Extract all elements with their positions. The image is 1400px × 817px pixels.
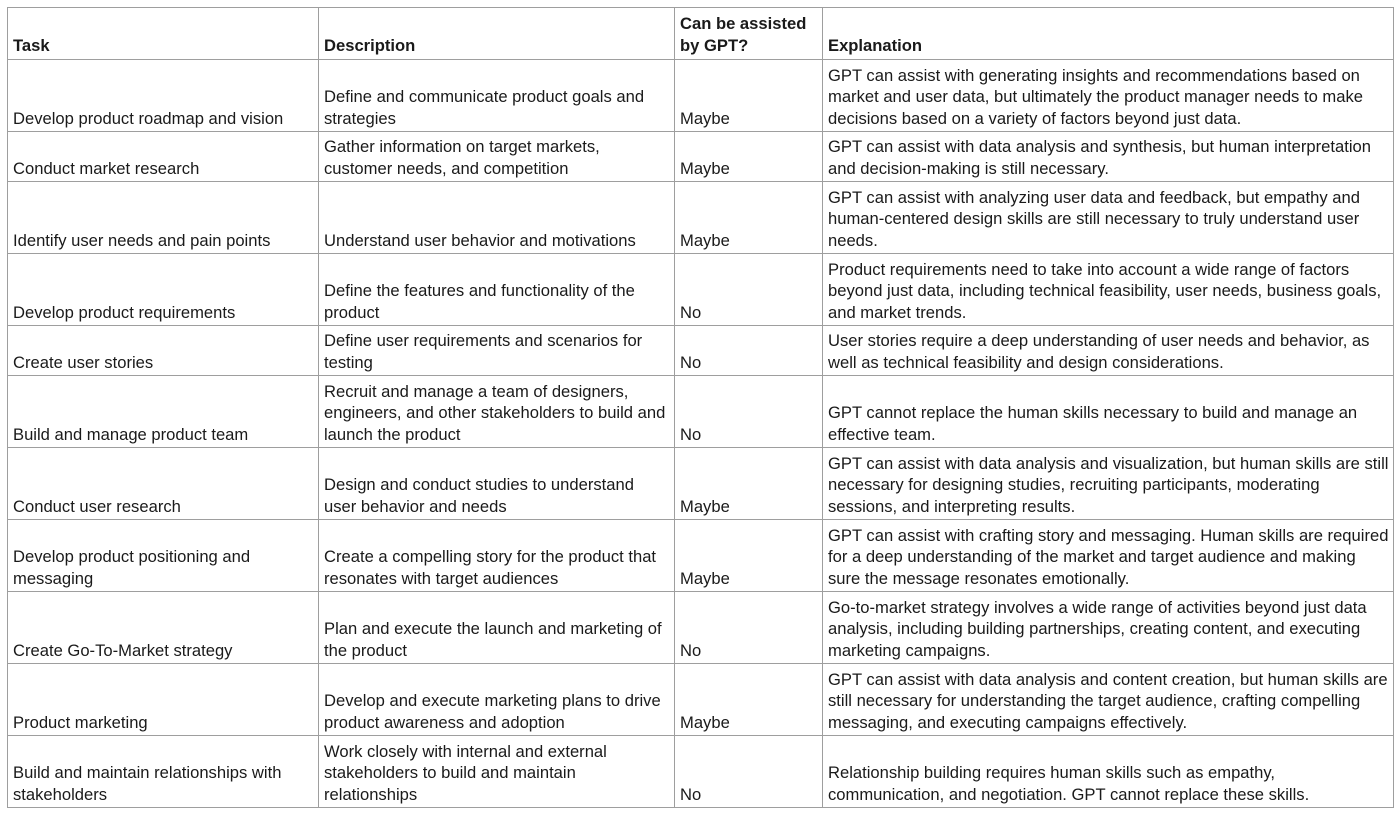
table-row	[8, 326, 1394, 376]
cell-task: Develop product positioning and messaging	[8, 520, 319, 592]
header-gpt-assist: Can be assisted by GPT?	[675, 8, 823, 60]
cell-gpt-assist: Maybe	[675, 664, 823, 736]
header-row	[8, 8, 1394, 60]
table-row	[8, 182, 1394, 254]
cell-gpt-assist: Maybe	[675, 60, 823, 132]
table-row	[8, 592, 1394, 664]
cell-explanation: GPT can assist with data analysis and visualization, but human skills are still necessary for designing studies, recruiting participants, moderating sessions, and interpreting results.	[823, 448, 1394, 520]
cell-gpt-assist: No	[675, 254, 823, 326]
cell-explanation: GPT can assist with generating insights and recommendations based on market and user data, but ultimately the product manager needs to make decisions based on a variety of factors beyond just data.	[823, 60, 1394, 132]
cell-task: Build and maintain relationships with stakeholders	[8, 736, 319, 808]
cell-description: Plan and execute the launch and marketing of the product	[319, 592, 675, 664]
cell-gpt-assist: Maybe	[675, 182, 823, 254]
cell-task: Conduct user research	[8, 448, 319, 520]
table-row	[8, 664, 1394, 736]
cell-description: Work closely with internal and external stakeholders to build and maintain relationships	[319, 736, 675, 808]
cell-explanation: Relationship building requires human skills such as empathy, communication, and negotiation. GPT cannot replace these skills.	[823, 736, 1394, 808]
table-row	[8, 376, 1394, 448]
cell-explanation: GPT can assist with data analysis and content creation, but human skills are still necessary for understanding the target audience, crafting compelling messaging, and executing campaigns effectively.	[823, 664, 1394, 736]
table-row	[8, 60, 1394, 132]
cell-description: Define the features and functionality of the product	[319, 254, 675, 326]
cell-task: Identify user needs and pain points	[8, 182, 319, 254]
cell-gpt-assist: No	[675, 736, 823, 808]
cell-description: Gather information on target markets, customer needs, and competition	[319, 132, 675, 182]
cell-description: Define and communicate product goals and strategies	[319, 60, 675, 132]
cell-gpt-assist: Maybe	[675, 520, 823, 592]
header-task: Task	[8, 8, 319, 60]
header-explanation: Explanation	[823, 8, 1394, 60]
cell-gpt-assist: Maybe	[675, 132, 823, 182]
cell-task: Create user stories	[8, 326, 319, 376]
cell-task: Create Go-To-Market strategy	[8, 592, 319, 664]
cell-gpt-assist: No	[675, 326, 823, 376]
cell-explanation: Product requirements need to take into account a wide range of factors beyond just data, including technical feasibility, user needs, business goals, and market trends.	[823, 254, 1394, 326]
table-row	[8, 736, 1394, 808]
cell-explanation: GPT can assist with analyzing user data and feedback, but empathy and human-centered design skills are still necessary to truly understand user needs.	[823, 182, 1394, 254]
cell-explanation: GPT can assist with crafting story and messaging. Human skills are required for a deep understanding of the market and target audience and making sure the message resonates emotionally.	[823, 520, 1394, 592]
cell-task: Build and manage product team	[8, 376, 319, 448]
cell-explanation: Go-to-market strategy involves a wide range of activities beyond just data analysis, including building partnerships, creating content, and executing marketing campaigns.	[823, 592, 1394, 664]
cell-description: Create a compelling story for the product that resonates with target audiences	[319, 520, 675, 592]
cell-description: Understand user behavior and motivations	[319, 182, 675, 254]
cell-explanation: GPT cannot replace the human skills necessary to build and manage an effective team.	[823, 376, 1394, 448]
cell-task: Conduct market research	[8, 132, 319, 182]
cell-explanation: GPT can assist with data analysis and synthesis, but human interpretation and decision-making is still necessary.	[823, 132, 1394, 182]
cell-gpt-assist: Maybe	[675, 448, 823, 520]
cell-task: Product marketing	[8, 664, 319, 736]
cell-description: Develop and execute marketing plans to drive product awareness and adoption	[319, 664, 675, 736]
cell-description: Recruit and manage a team of designers, engineers, and other stakeholders to build and launch the product	[319, 376, 675, 448]
table-row	[8, 520, 1394, 592]
header-description: Description	[319, 8, 675, 60]
cell-task: Develop product requirements	[8, 254, 319, 326]
table-row	[8, 132, 1394, 182]
cell-description: Design and conduct studies to understand user behavior and needs	[319, 448, 675, 520]
pm-tasks-gpt-table	[7, 7, 1394, 808]
cell-gpt-assist: No	[675, 592, 823, 664]
cell-description: Define user requirements and scenarios for testing	[319, 326, 675, 376]
cell-explanation: User stories require a deep understanding of user needs and behavior, as well as technical feasibility and design considerations.	[823, 326, 1394, 376]
cell-task: Develop product roadmap and vision	[8, 60, 319, 132]
table-row	[8, 254, 1394, 326]
table-row	[8, 448, 1394, 520]
cell-gpt-assist: No	[675, 376, 823, 448]
